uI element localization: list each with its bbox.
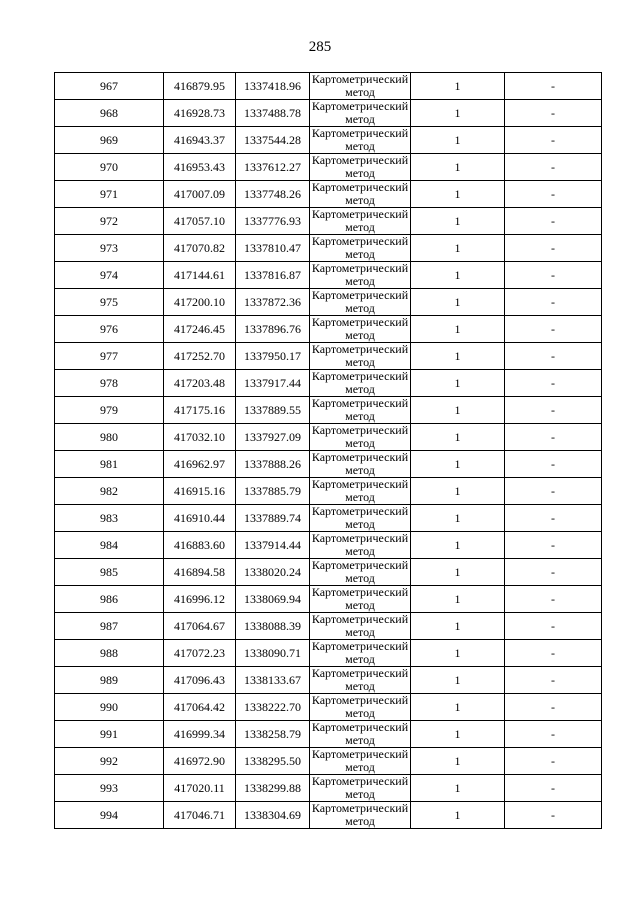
table-row xyxy=(55,694,602,721)
accuracy-cell: 1 xyxy=(411,235,505,262)
accuracy-cell: 1 xyxy=(411,505,505,532)
x-coordinate-cell: 417203.48 xyxy=(164,370,236,397)
accuracy-cell: 1 xyxy=(411,613,505,640)
method-line-1: Картометрический xyxy=(311,396,409,410)
accuracy-cell: 1 xyxy=(411,586,505,613)
accuracy-cell: 1 xyxy=(411,559,505,586)
method-line-2: метод xyxy=(345,598,375,612)
method-line-2: метод xyxy=(345,706,375,720)
y-coordinate-cell: 1337888.26 xyxy=(236,451,310,478)
x-coordinate-cell: 417175.16 xyxy=(164,397,236,424)
note-cell: - xyxy=(505,181,602,208)
note-cell: - xyxy=(505,127,602,154)
method-line-1: Картометрический xyxy=(311,477,409,491)
table-row xyxy=(55,748,602,775)
method-cell xyxy=(310,73,411,100)
x-coordinate-cell: 416972.90 xyxy=(164,748,236,775)
method-cell xyxy=(310,316,411,343)
point-number-cell: 990 xyxy=(55,694,164,721)
y-coordinate-cell: 1337748.26 xyxy=(236,181,310,208)
table-row xyxy=(55,559,602,586)
method-line-2: метод xyxy=(345,409,375,423)
table-row xyxy=(55,235,602,262)
method-cell xyxy=(310,235,411,262)
x-coordinate-cell: 417007.09 xyxy=(164,181,236,208)
method-cell xyxy=(310,181,411,208)
table-row xyxy=(55,262,602,289)
method-line-2: метод xyxy=(345,517,375,531)
x-coordinate-cell: 416953.43 xyxy=(164,154,236,181)
y-coordinate-cell: 1337889.55 xyxy=(236,397,310,424)
method-cell xyxy=(310,262,411,289)
method-cell xyxy=(310,748,411,775)
note-cell: - xyxy=(505,397,602,424)
point-number-cell: 967 xyxy=(55,73,164,100)
method-line-1: Картометрический xyxy=(311,693,409,707)
method-cell xyxy=(310,478,411,505)
method-cell xyxy=(310,451,411,478)
table-row xyxy=(55,208,602,235)
table-row xyxy=(55,478,602,505)
method-cell xyxy=(310,532,411,559)
y-coordinate-cell: 1337914.44 xyxy=(236,532,310,559)
y-coordinate-cell: 1337917.44 xyxy=(236,370,310,397)
accuracy-cell: 1 xyxy=(411,100,505,127)
note-cell: - xyxy=(505,748,602,775)
note-cell: - xyxy=(505,154,602,181)
accuracy-cell: 1 xyxy=(411,181,505,208)
note-cell: - xyxy=(505,262,602,289)
y-coordinate-cell: 1337927.09 xyxy=(236,424,310,451)
accuracy-cell: 1 xyxy=(411,478,505,505)
y-coordinate-cell: 1337872.36 xyxy=(236,289,310,316)
method-line-1: Картометрический xyxy=(311,126,409,140)
note-cell: - xyxy=(505,370,602,397)
method-cell xyxy=(310,100,411,127)
accuracy-cell: 1 xyxy=(411,721,505,748)
note-cell: - xyxy=(505,694,602,721)
note-cell: - xyxy=(505,289,602,316)
coordinates-table-body xyxy=(55,73,602,829)
point-number-cell: 974 xyxy=(55,262,164,289)
method-line-1: Картометрический xyxy=(311,558,409,572)
point-number-cell: 977 xyxy=(55,343,164,370)
point-number-cell: 984 xyxy=(55,532,164,559)
table-row xyxy=(55,343,602,370)
x-coordinate-cell: 417144.61 xyxy=(164,262,236,289)
accuracy-cell: 1 xyxy=(411,451,505,478)
method-cell xyxy=(310,802,411,829)
y-coordinate-cell: 1338088.39 xyxy=(236,613,310,640)
y-coordinate-cell: 1338090.71 xyxy=(236,640,310,667)
method-line-1: Картометрический xyxy=(311,639,409,653)
method-cell xyxy=(310,424,411,451)
method-line-2: метод xyxy=(345,733,375,747)
note-cell: - xyxy=(505,775,602,802)
method-line-2: метод xyxy=(345,760,375,774)
accuracy-cell: 1 xyxy=(411,532,505,559)
note-cell: - xyxy=(505,424,602,451)
method-line-2: метод xyxy=(345,382,375,396)
table-row xyxy=(55,505,602,532)
method-line-1: Картометрический xyxy=(311,261,409,275)
method-line-1: Картометрический xyxy=(311,504,409,518)
y-coordinate-cell: 1337950.17 xyxy=(236,343,310,370)
table-row xyxy=(55,451,602,478)
y-coordinate-cell: 1337488.78 xyxy=(236,100,310,127)
point-number-cell: 993 xyxy=(55,775,164,802)
accuracy-cell: 1 xyxy=(411,127,505,154)
method-cell xyxy=(310,289,411,316)
point-number-cell: 982 xyxy=(55,478,164,505)
method-line-2: метод xyxy=(345,463,375,477)
table-row xyxy=(55,775,602,802)
page-number: 285 xyxy=(308,39,332,55)
point-number-cell: 976 xyxy=(55,316,164,343)
accuracy-cell: 1 xyxy=(411,802,505,829)
accuracy-cell: 1 xyxy=(411,154,505,181)
x-coordinate-cell: 417020.11 xyxy=(164,775,236,802)
point-number-cell: 980 xyxy=(55,424,164,451)
table-row xyxy=(55,181,602,208)
note-cell: - xyxy=(505,613,602,640)
coordinates-table xyxy=(54,72,602,829)
point-number-cell: 973 xyxy=(55,235,164,262)
accuracy-cell: 1 xyxy=(411,694,505,721)
method-line-2: метод xyxy=(345,544,375,558)
y-coordinate-cell: 1337776.93 xyxy=(236,208,310,235)
method-line-1: Картометрический xyxy=(311,666,409,680)
table-row xyxy=(55,640,602,667)
y-coordinate-cell: 1337810.47 xyxy=(236,235,310,262)
accuracy-cell: 1 xyxy=(411,667,505,694)
y-coordinate-cell: 1338020.24 xyxy=(236,559,310,586)
method-line-2: метод xyxy=(345,139,375,153)
note-cell: - xyxy=(505,316,602,343)
point-number-cell: 968 xyxy=(55,100,164,127)
method-line-2: метод xyxy=(345,166,375,180)
point-number-cell: 972 xyxy=(55,208,164,235)
y-coordinate-cell: 1337889.74 xyxy=(236,505,310,532)
method-line-2: метод xyxy=(345,625,375,639)
point-number-cell: 969 xyxy=(55,127,164,154)
method-line-2: метод xyxy=(345,490,375,504)
method-cell xyxy=(310,721,411,748)
x-coordinate-cell: 416962.97 xyxy=(164,451,236,478)
x-coordinate-cell: 417032.10 xyxy=(164,424,236,451)
note-cell: - xyxy=(505,478,602,505)
y-coordinate-cell: 1337816.87 xyxy=(236,262,310,289)
accuracy-cell: 1 xyxy=(411,397,505,424)
accuracy-cell: 1 xyxy=(411,343,505,370)
point-number-cell: 970 xyxy=(55,154,164,181)
method-line-2: метод xyxy=(345,571,375,585)
accuracy-cell: 1 xyxy=(411,208,505,235)
x-coordinate-cell: 417072.23 xyxy=(164,640,236,667)
accuracy-cell: 1 xyxy=(411,748,505,775)
note-cell: - xyxy=(505,667,602,694)
point-number-cell: 986 xyxy=(55,586,164,613)
method-line-1: Картометрический xyxy=(311,369,409,383)
x-coordinate-cell: 417070.82 xyxy=(164,235,236,262)
y-coordinate-cell: 1338069.94 xyxy=(236,586,310,613)
x-coordinate-cell: 416915.16 xyxy=(164,478,236,505)
note-cell: - xyxy=(505,451,602,478)
method-cell xyxy=(310,613,411,640)
y-coordinate-cell: 1338133.67 xyxy=(236,667,310,694)
method-line-2: метод xyxy=(345,274,375,288)
x-coordinate-cell: 417064.42 xyxy=(164,694,236,721)
point-number-cell: 991 xyxy=(55,721,164,748)
point-number-cell: 985 xyxy=(55,559,164,586)
point-number-cell: 981 xyxy=(55,451,164,478)
method-cell xyxy=(310,586,411,613)
method-line-1: Картометрический xyxy=(311,585,409,599)
x-coordinate-cell: 417057.10 xyxy=(164,208,236,235)
point-number-cell: 971 xyxy=(55,181,164,208)
point-number-cell: 994 xyxy=(55,802,164,829)
method-line-2: метод xyxy=(345,814,375,828)
method-line-2: метод xyxy=(345,193,375,207)
point-number-cell: 978 xyxy=(55,370,164,397)
y-coordinate-cell: 1338222.70 xyxy=(236,694,310,721)
method-cell xyxy=(310,397,411,424)
x-coordinate-cell: 417064.67 xyxy=(164,613,236,640)
method-line-1: Картометрический xyxy=(311,531,409,545)
note-cell: - xyxy=(505,532,602,559)
y-coordinate-cell: 1337896.76 xyxy=(236,316,310,343)
accuracy-cell: 1 xyxy=(411,370,505,397)
x-coordinate-cell: 416996.12 xyxy=(164,586,236,613)
method-line-1: Картометрический xyxy=(311,99,409,113)
table-row xyxy=(55,397,602,424)
method-line-1: Картометрический xyxy=(311,207,409,221)
y-coordinate-cell: 1337544.28 xyxy=(236,127,310,154)
y-coordinate-cell: 1338299.88 xyxy=(236,775,310,802)
method-cell xyxy=(310,154,411,181)
note-cell: - xyxy=(505,505,602,532)
point-number-cell: 988 xyxy=(55,640,164,667)
point-number-cell: 983 xyxy=(55,505,164,532)
method-line-2: метод xyxy=(345,112,375,126)
method-line-1: Картометрический xyxy=(311,612,409,626)
table-row xyxy=(55,424,602,451)
point-number-cell: 987 xyxy=(55,613,164,640)
method-line-2: метод xyxy=(345,328,375,342)
method-cell xyxy=(310,640,411,667)
method-line-1: Картометрический xyxy=(311,423,409,437)
note-cell: - xyxy=(505,721,602,748)
x-coordinate-cell: 416879.95 xyxy=(164,73,236,100)
note-cell: - xyxy=(505,343,602,370)
accuracy-cell: 1 xyxy=(411,424,505,451)
accuracy-cell: 1 xyxy=(411,640,505,667)
x-coordinate-cell: 417200.10 xyxy=(164,289,236,316)
y-coordinate-cell: 1338258.79 xyxy=(236,721,310,748)
table-row xyxy=(55,613,602,640)
x-coordinate-cell: 417046.71 xyxy=(164,802,236,829)
method-cell xyxy=(310,505,411,532)
x-coordinate-cell: 416943.37 xyxy=(164,127,236,154)
note-cell: - xyxy=(505,559,602,586)
y-coordinate-cell: 1337418.96 xyxy=(236,73,310,100)
point-number-cell: 989 xyxy=(55,667,164,694)
method-cell xyxy=(310,667,411,694)
table-row xyxy=(55,532,602,559)
note-cell: - xyxy=(505,100,602,127)
table-row xyxy=(55,667,602,694)
note-cell: - xyxy=(505,586,602,613)
y-coordinate-cell: 1337612.27 xyxy=(236,154,310,181)
method-cell xyxy=(310,208,411,235)
accuracy-cell: 1 xyxy=(411,316,505,343)
method-line-2: метод xyxy=(345,85,375,99)
table-row xyxy=(55,370,602,397)
x-coordinate-cell: 416883.60 xyxy=(164,532,236,559)
method-line-1: Картометрический xyxy=(311,288,409,302)
method-line-2: метод xyxy=(345,436,375,450)
accuracy-cell: 1 xyxy=(411,262,505,289)
note-cell: - xyxy=(505,73,602,100)
x-coordinate-cell: 416999.34 xyxy=(164,721,236,748)
method-line-1: Картометрический xyxy=(311,774,409,788)
note-cell: - xyxy=(505,640,602,667)
table-row xyxy=(55,316,602,343)
method-cell xyxy=(310,343,411,370)
method-line-1: Картометрический xyxy=(311,801,409,815)
method-line-1: Картометрический xyxy=(311,180,409,194)
note-cell: - xyxy=(505,208,602,235)
point-number-cell: 979 xyxy=(55,397,164,424)
method-line-2: метод xyxy=(345,787,375,801)
accuracy-cell: 1 xyxy=(411,289,505,316)
method-line-1: Картометрический xyxy=(311,450,409,464)
x-coordinate-cell: 417252.70 xyxy=(164,343,236,370)
method-line-2: метод xyxy=(345,679,375,693)
note-cell: - xyxy=(505,235,602,262)
table-row xyxy=(55,586,602,613)
x-coordinate-cell: 416894.58 xyxy=(164,559,236,586)
method-line-2: метод xyxy=(345,652,375,666)
method-cell xyxy=(310,370,411,397)
method-line-1: Картометрический xyxy=(311,153,409,167)
point-number-cell: 975 xyxy=(55,289,164,316)
table-row xyxy=(55,154,602,181)
table-row xyxy=(55,73,602,100)
method-line-1: Картометрический xyxy=(311,720,409,734)
method-line-1: Картометрический xyxy=(311,315,409,329)
method-cell xyxy=(310,127,411,154)
accuracy-cell: 1 xyxy=(411,775,505,802)
y-coordinate-cell: 1338304.69 xyxy=(236,802,310,829)
method-line-1: Картометрический xyxy=(311,342,409,356)
note-cell: - xyxy=(505,802,602,829)
method-line-1: Картометрический xyxy=(311,234,409,248)
method-line-1: Картометрический xyxy=(311,72,409,86)
method-line-1: Картометрический xyxy=(311,747,409,761)
table-row xyxy=(55,721,602,748)
x-coordinate-cell: 416910.44 xyxy=(164,505,236,532)
method-line-2: метод xyxy=(345,247,375,261)
y-coordinate-cell: 1338295.50 xyxy=(236,748,310,775)
table-row xyxy=(55,127,602,154)
method-cell xyxy=(310,559,411,586)
table-row xyxy=(55,802,602,829)
method-line-2: метод xyxy=(345,220,375,234)
table-row xyxy=(55,100,602,127)
method-line-2: метод xyxy=(345,355,375,369)
method-cell xyxy=(310,775,411,802)
accuracy-cell: 1 xyxy=(411,73,505,100)
method-cell xyxy=(310,694,411,721)
x-coordinate-cell: 416928.73 xyxy=(164,100,236,127)
x-coordinate-cell: 417096.43 xyxy=(164,667,236,694)
point-number-cell: 992 xyxy=(55,748,164,775)
table-row xyxy=(55,289,602,316)
method-line-2: метод xyxy=(345,301,375,315)
x-coordinate-cell: 417246.45 xyxy=(164,316,236,343)
y-coordinate-cell: 1337885.79 xyxy=(236,478,310,505)
